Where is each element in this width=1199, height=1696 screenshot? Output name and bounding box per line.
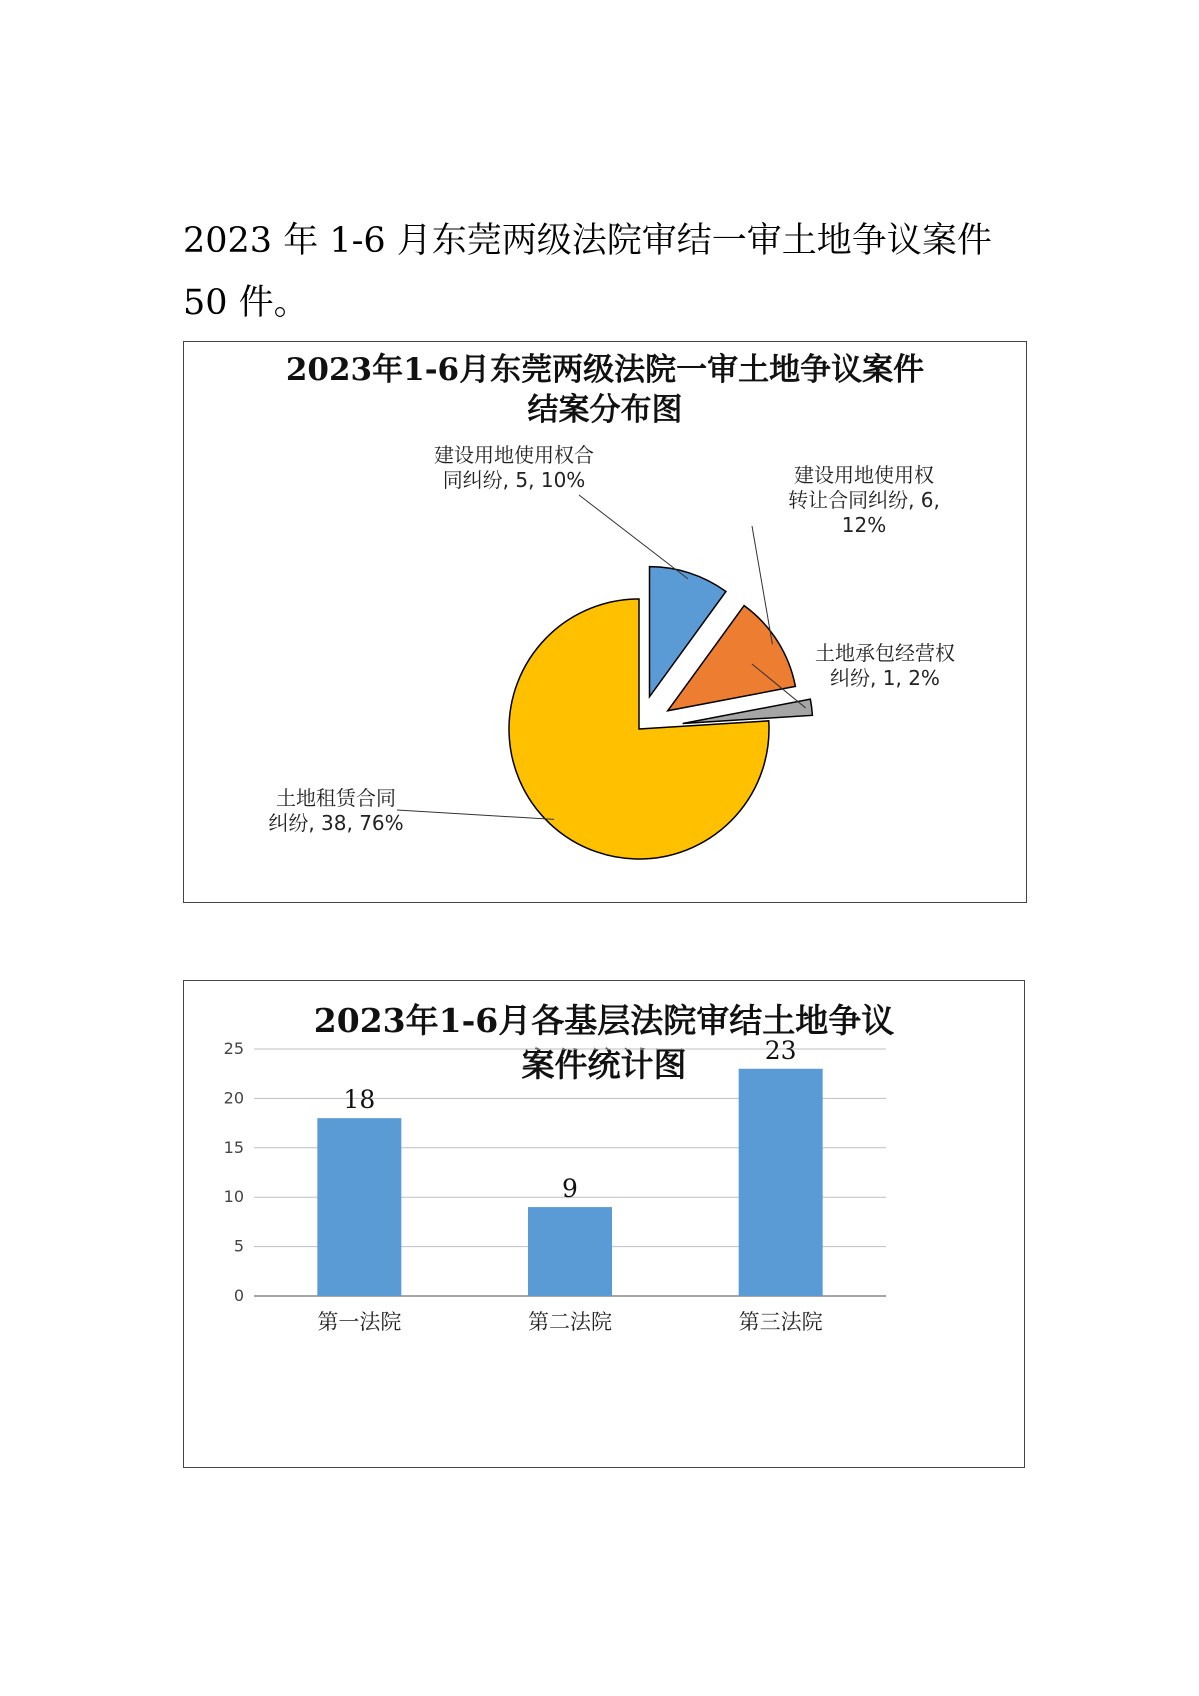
pie-leader-line (397, 810, 554, 819)
pie-chart-title-line-1: 2023年1-6月东莞两级法院一审土地争议案件 (285, 352, 925, 388)
pie-chart-panel (183, 341, 1027, 903)
bar-chart (184, 981, 1026, 1469)
y-tick-label: 25 (223, 1039, 244, 1058)
pie-leader-line (579, 495, 688, 579)
bar-value-label: 18 (343, 1085, 376, 1115)
y-tick-label: 5 (233, 1236, 244, 1256)
y-tick-label: 10 (223, 1187, 244, 1207)
pie-slice-label: 建设用地使用权转让合同纠纷, 6, 12% (788, 463, 940, 537)
pie-slice-label: 建设用地使用权合同纠纷, 5, 10% (434, 443, 594, 492)
bar-chart-title-line-1: 2023年1-6月各基层法院审结土地争议 (313, 1001, 895, 1040)
bar-chart-title-line-2: 案件统计图 (521, 1045, 687, 1084)
bar (739, 1069, 823, 1296)
intro-line-1: 2023 年 1-6 月东莞两级法院审结一审土地争议案件 (183, 221, 992, 261)
pie-slice-label: 土地租赁合同纠纷, 38, 76% (268, 786, 404, 835)
y-tick-label: 20 (223, 1088, 244, 1108)
pie-slice-label: 土地承包经营权纠纷, 1, 2% (815, 641, 955, 690)
bar-chart-panel (183, 980, 1025, 1468)
x-category-label: 第三法院 (738, 1310, 823, 1334)
intro-line-2: 50 件。 (183, 283, 309, 323)
y-tick-label: 0 (233, 1286, 244, 1305)
x-category-label: 第二法院 (528, 1310, 612, 1334)
y-tick-label: 15 (223, 1137, 244, 1157)
bar-value-label: 9 (562, 1174, 578, 1204)
bar-value-label: 23 (764, 1035, 797, 1065)
pie-chart (184, 342, 1028, 904)
x-category-label: 第一法院 (317, 1310, 402, 1334)
pie-chart-title-line-2: 结案分布图 (527, 392, 683, 428)
intro-paragraph (183, 210, 1033, 334)
bar (528, 1207, 612, 1296)
bar (317, 1118, 401, 1296)
